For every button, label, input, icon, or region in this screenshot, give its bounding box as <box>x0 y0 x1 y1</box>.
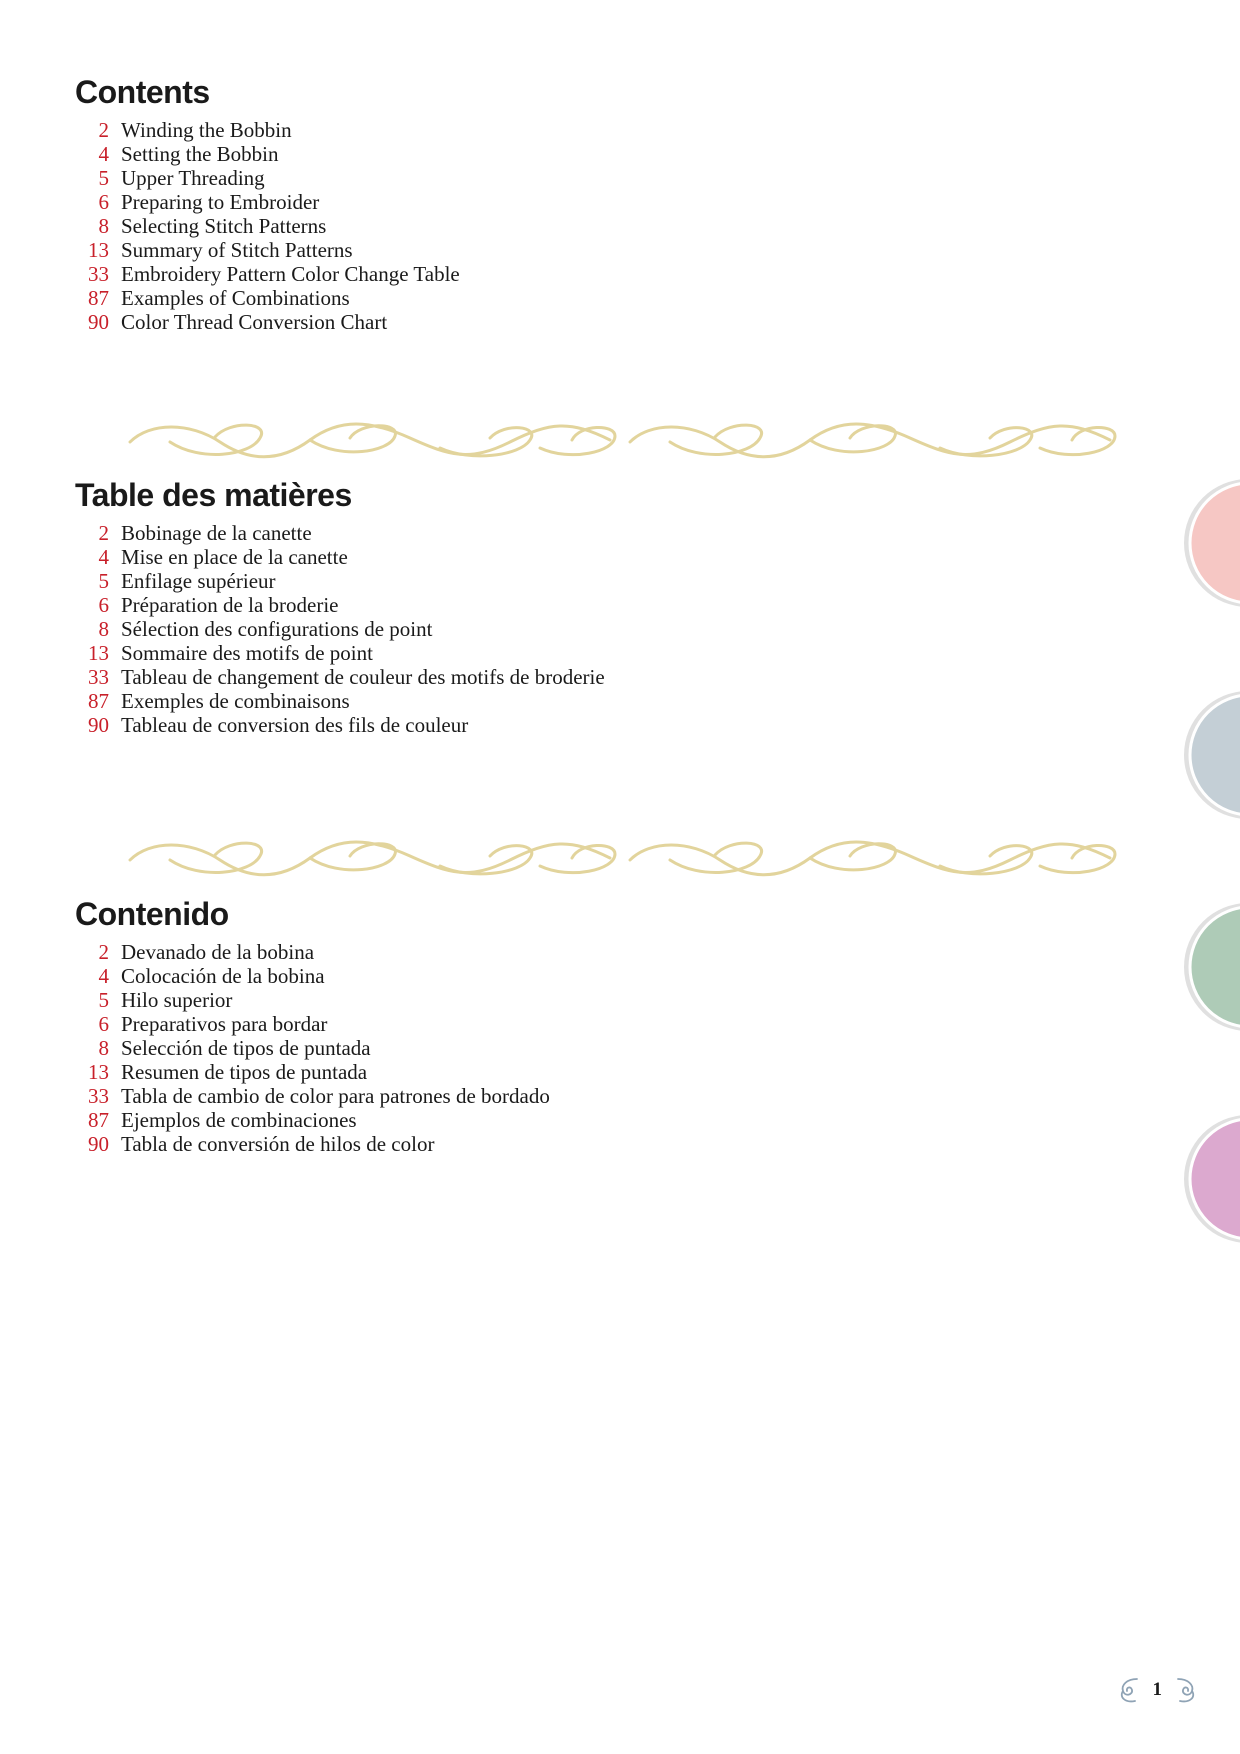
toc-item[interactable] <box>75 1084 975 1108</box>
toc-title: Selecting Stitch Patterns <box>121 214 327 238</box>
toc-page-number: 6 <box>98 593 109 617</box>
section-contents <box>75 74 975 334</box>
toc-item[interactable] <box>75 238 975 262</box>
section-heading: Contenido <box>75 896 229 932</box>
toc-title: Summary of Stitch Patterns <box>121 238 353 262</box>
section-heading: Contents <box>75 74 210 110</box>
toc-page-number: 13 <box>88 1060 109 1084</box>
toc-page-number: 4 <box>98 545 109 569</box>
toc-page-number: 13 <box>88 641 109 665</box>
toc-title: Sélection des configurations de point <box>121 617 433 641</box>
toc-page-number: 90 <box>88 1132 109 1156</box>
toc-item[interactable] <box>75 262 975 286</box>
section-tab-1[interactable] <box>1182 476 1240 610</box>
toc-title: Tableau de conversion des fils de couleur <box>121 713 469 737</box>
toc-item[interactable] <box>75 1108 975 1132</box>
toc-item[interactable] <box>75 964 975 988</box>
toc-page-number: 90 <box>88 713 109 737</box>
toc-page-number: 33 <box>88 262 109 286</box>
toc-item[interactable] <box>75 689 975 713</box>
toc-item[interactable] <box>75 1012 975 1036</box>
toc-title: Colocación de la bobina <box>121 964 325 988</box>
toc-page-number: 87 <box>88 286 109 310</box>
toc-item[interactable] <box>75 1060 975 1084</box>
toc-list <box>75 940 975 1156</box>
toc-page-number: 5 <box>98 166 109 190</box>
toc-item[interactable] <box>75 665 975 689</box>
toc-title: Preparativos para bordar <box>121 1012 328 1036</box>
toc-page-number: 2 <box>98 521 109 545</box>
toc-title: Ejemplos de combinaciones <box>121 1108 357 1132</box>
toc-title: Mise en place de la canette <box>121 545 348 569</box>
toc-page-number: 33 <box>88 665 109 689</box>
toc-title: Préparation de la broderie <box>121 593 339 617</box>
toc-page-number: 8 <box>98 617 109 641</box>
toc-title: Color Thread Conversion Chart <box>121 310 388 334</box>
toc-item[interactable] <box>75 1036 975 1060</box>
toc-title: Winding the Bobbin <box>121 118 292 142</box>
toc-title: Tableau de changement de couleur des motifs de broderie <box>121 665 605 689</box>
toc-title: Sommaire des motifs de point <box>121 641 373 665</box>
toc-item[interactable] <box>75 713 975 737</box>
toc-title: Preparing to Embroider <box>121 190 320 214</box>
swirl-left-icon <box>1115 1675 1141 1705</box>
flourish-divider-icon <box>110 830 1130 890</box>
toc-item[interactable] <box>75 310 975 334</box>
toc-title: Embroidery Pattern Color Change Table <box>121 262 460 286</box>
toc-page-number: 6 <box>98 1012 109 1036</box>
toc-page-number: 2 <box>98 940 109 964</box>
toc-title: Setting the Bobbin <box>121 142 279 166</box>
toc-item[interactable] <box>75 214 975 238</box>
toc-page-number: 13 <box>88 238 109 262</box>
toc-title: Selección de tipos de puntada <box>121 1036 371 1060</box>
toc-list <box>75 521 975 737</box>
toc-title: Enfilage supérieur <box>121 569 276 593</box>
toc-title: Upper Threading <box>121 166 265 190</box>
section-contenido <box>75 896 975 1156</box>
page-footer <box>1115 1675 1201 1705</box>
section-heading: Table des matières <box>75 477 352 513</box>
toc-page-number: 6 <box>98 190 109 214</box>
toc-title: Tabla de cambio de color para patrones de bordado <box>121 1084 550 1108</box>
section-tab-4[interactable] <box>1182 1112 1240 1246</box>
toc-list <box>75 118 975 334</box>
toc-item[interactable] <box>75 190 975 214</box>
toc-title: Examples of Combinations <box>121 286 350 310</box>
section-tab-2[interactable] <box>1182 688 1240 822</box>
toc-page-number: 8 <box>98 1036 109 1060</box>
toc-item[interactable] <box>75 545 975 569</box>
toc-item[interactable] <box>75 641 975 665</box>
toc-page-number: 33 <box>88 1084 109 1108</box>
toc-item[interactable] <box>75 1132 975 1156</box>
toc-title: Exemples de combinaisons <box>121 689 350 713</box>
toc-page-number: 87 <box>88 1108 109 1132</box>
toc-item[interactable] <box>75 940 975 964</box>
toc-item[interactable] <box>75 118 975 142</box>
toc-item[interactable] <box>75 286 975 310</box>
toc-title: Devanado de la bobina <box>121 940 315 964</box>
toc-page-number: 5 <box>98 988 109 1012</box>
toc-title: Resumen de tipos de puntada <box>121 1060 368 1084</box>
toc-title: Hilo superior <box>121 988 233 1012</box>
toc-page-number: 2 <box>98 118 109 142</box>
toc-page-number: 90 <box>88 310 109 334</box>
section-table-des-matieres <box>75 477 975 737</box>
toc-title: Tabla de conversión de hilos de color <box>121 1132 435 1156</box>
toc-item[interactable] <box>75 142 975 166</box>
toc-page-number: 4 <box>98 964 109 988</box>
page-number: 1 <box>1152 1679 1162 1700</box>
section-tab-3[interactable] <box>1182 900 1240 1034</box>
toc-title: Bobinage de la canette <box>121 521 312 545</box>
toc-item[interactable] <box>75 617 975 641</box>
toc-page-number: 87 <box>88 689 109 713</box>
swirl-right-icon <box>1174 1675 1200 1705</box>
toc-item[interactable] <box>75 521 975 545</box>
toc-page-number: 5 <box>98 569 109 593</box>
toc-page-number: 4 <box>98 142 109 166</box>
flourish-divider-icon <box>110 412 1130 472</box>
toc-page-number: 8 <box>98 214 109 238</box>
toc-item[interactable] <box>75 593 975 617</box>
toc-item[interactable] <box>75 569 975 593</box>
toc-item[interactable] <box>75 988 975 1012</box>
toc-item[interactable] <box>75 166 975 190</box>
